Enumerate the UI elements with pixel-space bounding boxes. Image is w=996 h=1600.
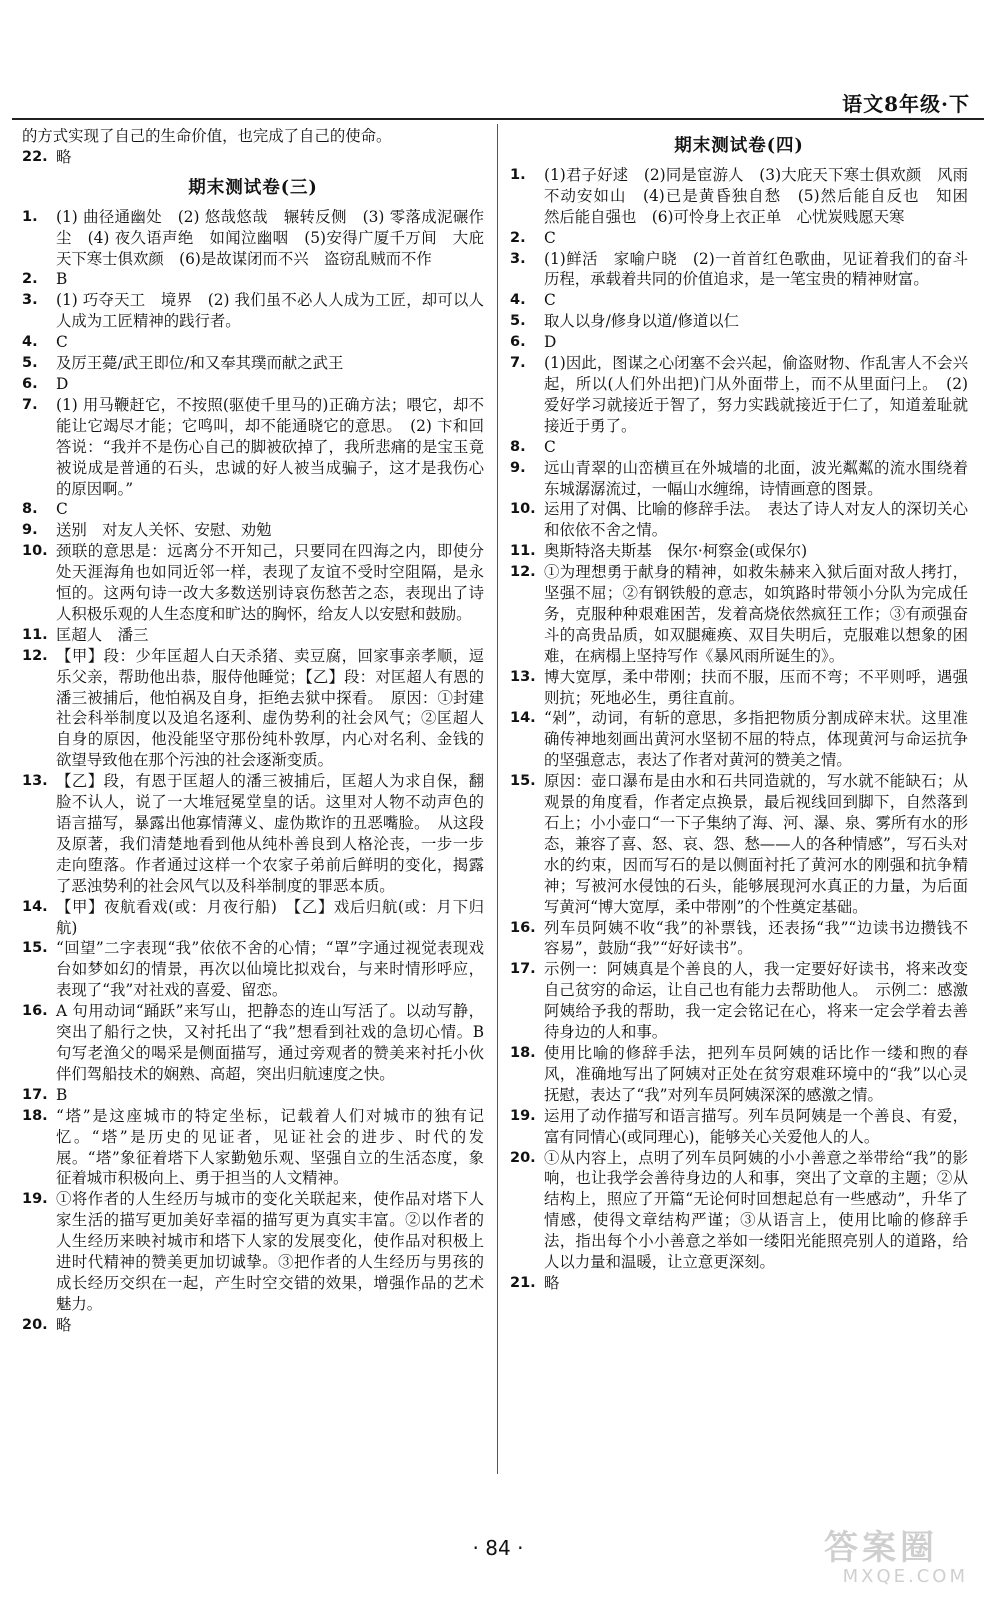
answer-number: 11. <box>510 543 536 560</box>
answer-item <box>510 708 968 771</box>
answer-item <box>22 1106 484 1190</box>
answer-number: 2. <box>510 229 526 246</box>
answer-number: 18. <box>510 1044 536 1061</box>
answer-number: 10. <box>22 543 48 560</box>
answer-number: 7. <box>22 396 38 413</box>
answer-text: C <box>544 291 556 310</box>
answer-text: 略 <box>544 1273 560 1292</box>
answer-number: 5. <box>510 313 526 330</box>
answer-item <box>510 918 968 960</box>
answer-item <box>510 499 968 541</box>
answer-number: 3. <box>22 292 38 309</box>
answer-text: C <box>56 500 68 519</box>
answer-text: 示例一：阿姨真是个善良的人，我一定要好好读书，将来改变自己贫穷的命运，让自己也有能力去帮助他人。 示例二：感激阿姨给予我的帮助，我一定会铭记在心，将来一定会学着去善待身边的人和事。 <box>544 960 968 1042</box>
answer-text: ①从内容上，点明了列车员阿姨的小小善意之举带给“我”的影响，也让我学会善待身边的人和事，突出了文章的主题；②从结构上，照应了开篇“无论何时回想起总有一些感动”，升华了情感，使得文章结构严谨；③从语言上，使用比喻的修辞手法，指出每个小小善意之举如一缕阳光能照亮别人的道路，给人以力量和温暖，让立意更深刻。 <box>544 1148 968 1272</box>
answer-item <box>510 249 968 291</box>
answer-item <box>510 562 968 667</box>
answer-text: 【甲】段：少年匡超人白天杀猪、卖豆腐，回家事亲孝顺，逗乐父亲，帮助他出恭，服侍他睡觉；【乙】段：对匡超人有恩的潘三被捕后，他怕祸及自身，拒绝去狱中探看。 原因：①封建社会科举制度以及追名逐利、虚伪势利的社会风气；②匡超人自身的原因，他没能坚守那份纯朴敦厚，内心对名利、金钱的欲望导致他在那个污浊的社会逐渐变质。 <box>56 646 484 770</box>
section-title-three: 期末测试卷(三) <box>188 177 318 198</box>
header-rule <box>12 118 984 120</box>
answer-number: 19. <box>22 1191 48 1208</box>
answer-item <box>22 290 484 332</box>
answer-text: 使用比喻的修辞手法，把列车员阿姨的话比作一缕和煦的春风，准确地写出了阿姨对正处在贫穷艰难环境中的“我”以心灵抚慰，表达了“我”对列车员阿姨深深的感激之情。 <box>544 1043 968 1104</box>
answer-number: 3. <box>510 250 526 267</box>
answer-number: 13. <box>22 773 48 790</box>
right-answer-list <box>510 165 984 1294</box>
answer-text: 奥斯特洛夫斯基 保尔·柯察金(或保尔) <box>544 542 808 561</box>
answer-item <box>510 228 968 249</box>
answer-number: 16. <box>22 1003 48 1020</box>
answer-number: 8. <box>22 501 38 518</box>
answer-number: 4. <box>510 292 526 309</box>
answer-text: 匡超人 潘三 <box>56 625 149 644</box>
answer-text: 取人以身/修身以道/修道以仁 <box>544 312 740 331</box>
answer-text: 颈联的意思是：远离分不开知己，只要同在四海之内，即使分处天涯海角也如同近邻一样，表现了友谊不受时空阻隔，是永恒的。这两句诗一改大多数送别诗哀伤愁苦之态，表现出了诗人积极乐观的人生态度和旷达的胸怀，给友人以安慰和鼓励。 <box>56 542 484 623</box>
answer-text: (1)鲜活 家喻户晓 (2)一首首红色歌曲，见证着我们的奋斗历程，承载着共同的价值追求，是一笔宝贵的精神财富。 <box>544 249 968 289</box>
watermark-logo <box>824 1530 974 1592</box>
section-title-four: 期末测试卷(四) <box>674 136 804 156</box>
answer-text: A 句用动词“踊跃”来写山，把静态的连山写活了。以动写静，突出了船行之快，又衬托出了“我”想看到社戏的急切心情。B 句写老渔父的喝采是侧面描写，通过旁观者的赞美来衬托小伙伴们驾船技术的娴熟、高超，突出归航速度之快。 <box>56 1002 484 1083</box>
answer-item <box>22 207 484 270</box>
answer-text: ①为理想勇于献身的精神，如救朱赫来入狱后面对敌人拷打，坚强不屈；②有钢铁般的意志，如筑路时带领小分队为完成任务，克服种种艰难困苦，发着高烧依然疯狂工作；③有顽强奋斗的高贵品质，如双腿瘫痪、双目失明后，克服难以想象的困难，在病榻上坚持写作《暴风雨所诞生的》。 <box>544 563 968 665</box>
answer-number: 12. <box>510 564 536 581</box>
answer-number: 15. <box>510 773 536 790</box>
answer-number: 15. <box>22 940 48 957</box>
answer-number: 1. <box>22 208 38 225</box>
answer-number: 13. <box>510 668 536 685</box>
answer-text: (1)因此，图谋之心闭塞不会兴起，偷盗财物、作乱害人不会兴起，所以(人们外出把)门从外面带上，而不从里面闩上。 (2)爱好学习就接近于智了，努力实践就接近于仁了，知道羞耻就接近于勇了。 <box>544 354 968 435</box>
header-title: 语文8年级·下 <box>842 92 970 116</box>
answer-item <box>22 353 484 374</box>
answer-item <box>22 395 484 500</box>
answer-item <box>510 1043 968 1106</box>
answer-text: C <box>544 228 556 247</box>
answer-item <box>22 1189 484 1314</box>
answer-item <box>22 520 484 541</box>
answer-number: 6. <box>510 334 526 351</box>
left-intro-text: 的方式实现了自己的生命价值，也完成了自己的使命。 <box>22 127 392 145</box>
answer-number: 5. <box>22 355 38 372</box>
answer-text: (1) 曲径通幽处 (2) 悠哉悠哉 辗转反侧 (3) 零落成泥碾作尘 (4) 夜久语声绝 如闻泣幽咽 (5)安得广厦千万间 大庇天下寒士俱欢颜 (6)是故谋闭而不兴 盗窃乱贼而不作 <box>56 207 484 268</box>
answer-item <box>510 165 984 228</box>
answer-item <box>22 1315 484 1336</box>
answer-text: C <box>544 437 556 456</box>
answer-number: 20. <box>22 1316 48 1333</box>
answer-item <box>22 269 484 290</box>
answer-item <box>22 147 484 168</box>
answer-item <box>510 437 968 458</box>
answer-item <box>22 1085 484 1106</box>
answer-item <box>510 541 968 562</box>
answer-item <box>22 499 484 520</box>
left-answer-list <box>22 207 484 1336</box>
answer-item <box>510 959 968 1043</box>
answer-item <box>22 938 484 1001</box>
answer-text: D <box>544 333 557 352</box>
answer-text: (1) 用马鞭赶它，不按照(驱使千里马的)正确方法；喂它，却不能让它竭尽才能；它鸣叫，却不能通晓它的意思。 (2) 卞和回答说：“我并不是伤心自己的脚被砍掉了，我所悲痛的是宝玉竟被说成是普通的石头，忠诚的好人被当成骗子，这才是我伤心的原因啊。” <box>56 395 484 498</box>
answer-number: 9. <box>22 522 38 539</box>
answer-number: 6. <box>22 375 38 392</box>
answer-text: (1)君子好逑 (2)同是宦游人 (3)大庇天下寒士俱欢颜 风雨不动安如山 (4)已是黄昏独自愁 (5)然后能自反也 知困 然后能自强也 (6)可怜身上衣正单 心忧炭贱愿天寒 <box>544 165 984 226</box>
answer-text: B <box>56 1085 68 1104</box>
answer-item <box>510 458 968 500</box>
column-divider <box>497 124 498 1474</box>
answer-item <box>22 646 484 771</box>
answer-text: 【甲】夜航看戏(或：月夜行船) 【乙】戏后归航(或：月下归航) <box>56 897 484 937</box>
answer-item <box>510 667 968 709</box>
left-column <box>22 126 484 1336</box>
answer-number: 17. <box>22 1086 48 1103</box>
answer-number: 9. <box>510 459 526 476</box>
answer-text: “塔”是这座城市的特定坐标，记载着人们对城市的独有记忆。“塔”是历史的见证者，见证社会的进步、时代的发展。“塔”象征着塔下人家勤勉乐观、坚强自立的生活态度，象征着城市积极向上、勇于担当的人文精神。 <box>56 1106 484 1188</box>
left-pre-items <box>22 147 484 168</box>
watermark-text: 答案圈 <box>824 1528 938 1568</box>
answer-item <box>22 625 484 646</box>
answer-text: 略 <box>56 147 72 166</box>
answer-number: 21. <box>510 1274 536 1291</box>
answer-item <box>510 311 968 332</box>
answer-text: 运用了对偶、比喻的修辞手法。 表达了诗人对友人的深切关心和依依不舍之情。 <box>544 500 968 540</box>
answer-item <box>22 771 484 896</box>
answer-item <box>510 1106 968 1148</box>
answer-item <box>22 374 484 395</box>
answer-item <box>510 1148 968 1273</box>
answer-item <box>22 541 484 625</box>
answer-number: 12. <box>22 647 48 664</box>
answer-number: 18. <box>22 1107 48 1124</box>
answer-text: 原因：壶口瀑布是由水和石共同造就的，写水就不能缺石；从观景的角度看，作者定点换景，最后视线回到脚下，自然落到石上；小小壶口“一下子集纳了海、河、瀑、泉、雾所有水的形态，兼容了喜、怒、哀、怨、愁——人的各种情感”，写石头对水的约束，因而写石的是以侧面衬托了黄河水的刚强和抗争精神；写被河水侵蚀的石头，能够展现河水真正的力量，为后面写黄河“博大宽厚，柔中带刚”的个性奠定基础。 <box>544 772 968 916</box>
answer-number: 1. <box>510 166 526 183</box>
answer-item <box>510 353 968 437</box>
answer-item <box>510 290 968 311</box>
answer-item <box>510 771 968 917</box>
answer-number: 16. <box>510 919 536 936</box>
answer-number: 22. <box>22 148 48 165</box>
answer-text: 略 <box>56 1315 72 1334</box>
answer-text: 【乙】段，有恩于匡超人的潘三被捕后，匡超人为求自保，翻脸不认人，说了一大堆冠冕堂皇的话。这里对人物不动声色的语言描写，暴露出他寡情薄义、虚伪欺诈的丑恶嘴脸。 从这段及原著，我们清楚地看到他从纯朴善良到人格沦丧，一步一步走向堕落。作者通过这样一个农家子弟前后鲜明的变化，揭露了恶浊势利的社会风气以及科举制度的罪恶本质。 <box>56 772 484 895</box>
answer-text: 送别 对友人关怀、安慰、劝勉 <box>56 521 272 540</box>
answer-text: 及厉王薨/武王即位/和又奉其璞而献之武王 <box>56 354 344 373</box>
answer-item <box>22 332 484 353</box>
answer-item <box>510 1273 968 1294</box>
answer-number: 10. <box>510 501 536 518</box>
answer-number: 7. <box>510 355 526 372</box>
answer-item <box>22 897 484 939</box>
answer-number: 20. <box>510 1149 536 1166</box>
answer-text: B <box>56 270 68 289</box>
answer-number: 4. <box>22 334 38 351</box>
answer-text: 远山青翠的山峦横亘在外城墙的北面，波光粼粼的流水围绕着东城潺潺流过，一幅山水缠绵，诗情画意的图景。 <box>544 458 968 498</box>
answer-number: 2. <box>22 271 38 288</box>
answer-number: 8. <box>510 438 526 455</box>
answer-text: 运用了动作描写和语言描写。列车员阿姨是一个善良、有爱，富有同情心(或同理心)，能够关心关爱他人的人。 <box>544 1106 968 1146</box>
answer-number: 19. <box>510 1107 536 1124</box>
answer-item <box>22 1001 484 1085</box>
answer-number: 11. <box>22 626 48 643</box>
answer-number: 14. <box>22 898 48 915</box>
answer-item <box>510 332 968 353</box>
answer-text: 列车员阿姨不收“我”的补票钱，还表扬“我”“边读书边攒钱不容易”，鼓励“我”“好好读书”。 <box>544 918 968 958</box>
page-number: · 84 · <box>472 1536 524 1560</box>
watermark-url: MXQE.COM <box>842 1566 968 1587</box>
answer-text: D <box>56 374 69 393</box>
answer-text: 博大宽厚，柔中带刚；扶而不服，压而不弯；不平则呼，遇强则抗；死地必生，勇往直前。 <box>544 667 968 707</box>
answer-text: C <box>56 333 68 352</box>
answer-number: 14. <box>510 710 536 727</box>
right-column <box>510 126 984 1294</box>
answer-text: (1) 巧夺天工 境界 (2) 我们虽不必人人成为工匠，却可以人人成为工匠精神的践行者。 <box>56 291 484 331</box>
answer-text: “剁”，动词，有斩的意思，多指把物质分割成碎末状。这里准确传神地刻画出黄河水坚韧不屈的特点，体现黄河与命运抗争的坚强意志，表达了作者对黄河的赞美之情。 <box>544 709 968 770</box>
answer-text: ①将作者的人生经历与城市的变化关联起来，使作品对塔下人家生活的描写更加美好幸福的描写更为真实丰富。②以作者的人生经历来映衬城市和塔下人家的发展变化，使作品对积极上进时代精神的赞美更加切诚挚。③把作者的人生经历与男孩的成长经历交织在一起，产生时空交错的效果，增强作品的艺术魅力。 <box>56 1190 484 1313</box>
answer-text: “回望”二字表现“我”依依不舍的心情；“罩”字通过视觉表现戏台如梦如幻的情景，再次以仙境比拟戏台，与来时情形呼应，表现了“我”对社戏的喜爱、留恋。 <box>56 939 484 1000</box>
answer-number: 17. <box>510 961 536 978</box>
